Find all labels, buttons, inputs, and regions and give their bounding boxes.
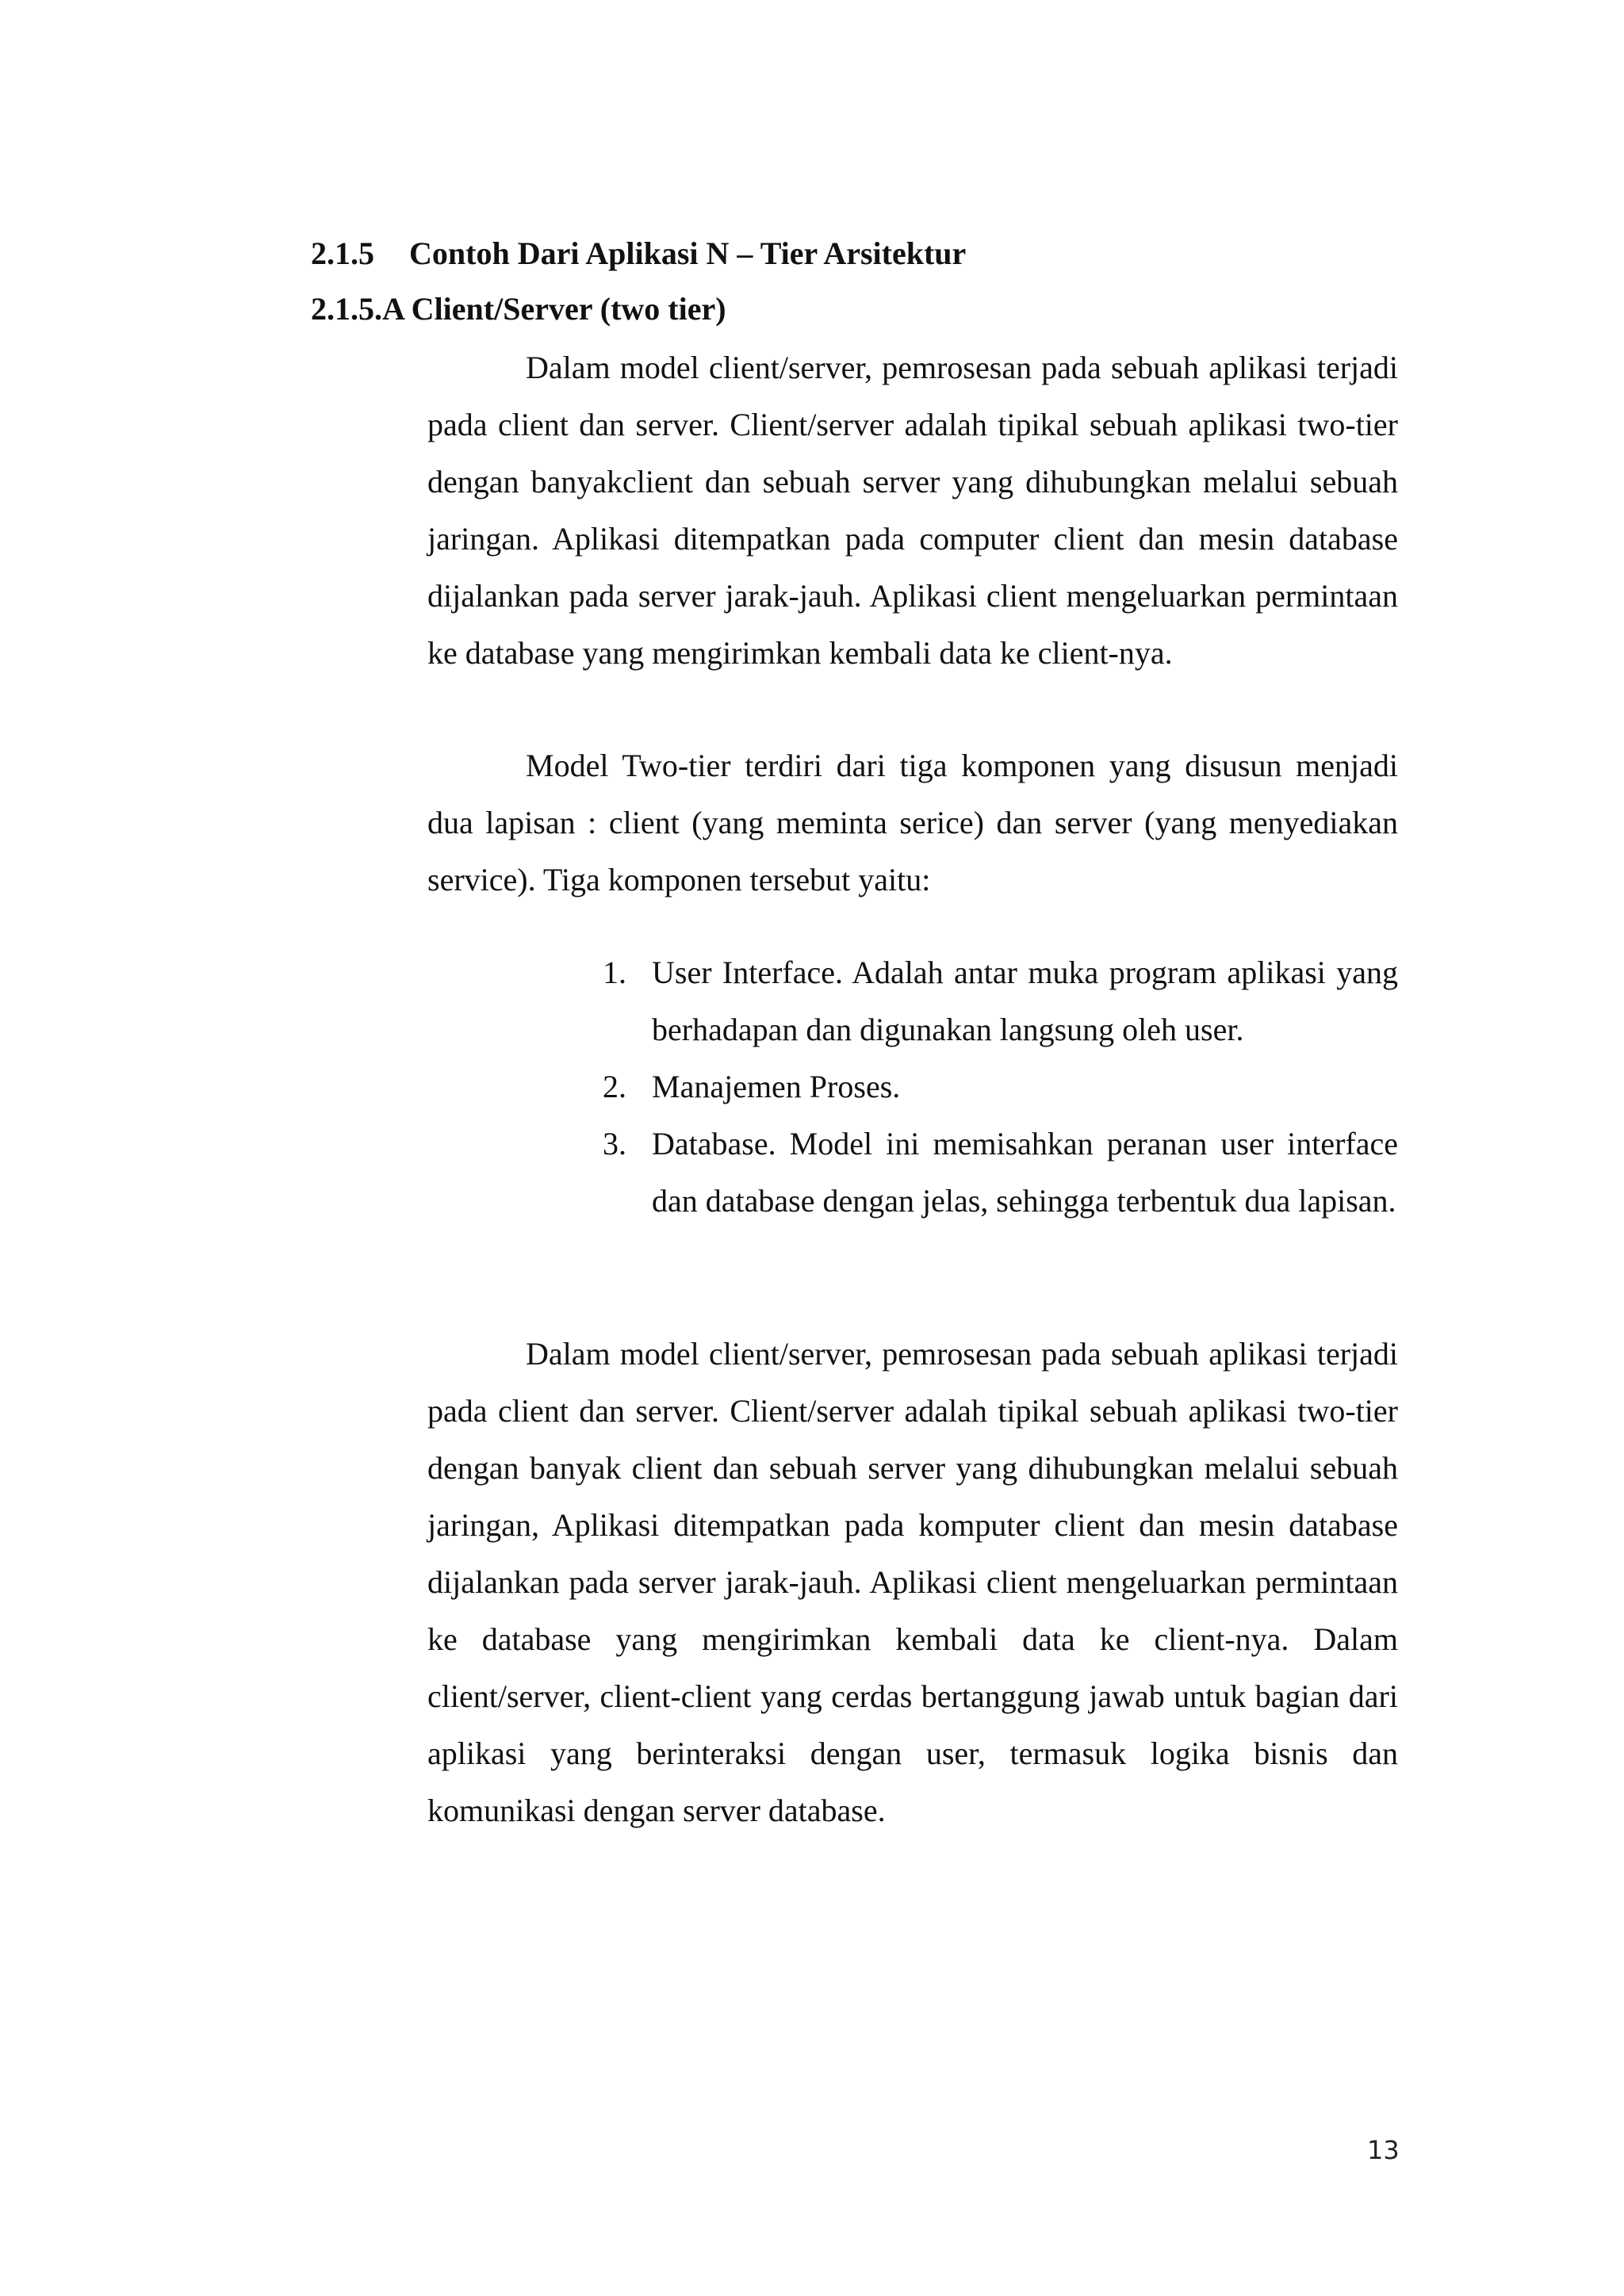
page-number: 13 (1367, 2135, 1400, 2165)
list-item-text: Database. Model ini memisahkan peranan user interface dan database dengan jelas, sehingga terbentuk dua lapisan. (652, 1126, 1398, 1219)
list-item (603, 1058, 1398, 1115)
list-item-text: User Interface. Adalah antar muka program aplikasi yang berhadapan dan digunakan langsung oleh user. (652, 955, 1398, 1047)
section-title: Contoh Dari Aplikasi N – Tier Arsitektur (409, 235, 967, 271)
paragraph-3: Dalam model client/server, pemrosesan pada sebuah aplikasi terjadi pada client dan server. Client/server adalah tipikal sebuah aplikasi two-tier dengan banyak client dan sebuah server yang dihubungkan melalui sebuah jaringan, Aplikasi ditempatkan pada komputer client dan mesin database dijalankan pada server jarak-jauh. Aplikasi client mengeluarkan permintaan ke database yang mengirimkan kembali data ke client-nya. Dalam client/server, client-client yang cerdas bertanggung jawab untuk bagian dari aplikasi yang berinteraksi dengan user, termasuk logika bisnis dan komunikasi dengan server database. (427, 1336, 1398, 1828)
paragraph-1: Dalam model client/server, pemrosesan pada sebuah aplikasi terjadi pada client dan server. Client/server adalah tipikal sebuah aplikasi two-tier dengan banyakclient dan sebuah server yang dihubungkan melalui sebuah jaringan. Aplikasi ditempatkan pada computer client dan mesin database dijalankan pada server jarak-jauh. Aplikasi client mengeluarkan permintaan ke database yang mengirimkan kembali data ke client-nya. (427, 350, 1398, 671)
list-item (603, 944, 1398, 1058)
list-item-text: Manajemen Proses. (652, 1069, 901, 1104)
list-item (603, 1115, 1398, 1230)
list-marker: 2. (603, 1069, 626, 1104)
list-marker: 3. (603, 1126, 626, 1161)
section-heading (311, 235, 966, 273)
list-marker: 1. (603, 955, 626, 990)
subsection-heading: 2.1.5.A Client/Server (two tier) (311, 291, 726, 327)
paragraph-2: Model Two-tier terdiri dari tiga komponen yang disusun menjadi dua lapisan : client (yang meminta serice) dan server (yang menyediakan service). Tiga komponen tersebut yaitu: (427, 748, 1398, 897)
section-number: 2.1.5 (311, 235, 374, 271)
component-list (603, 944, 1398, 1230)
